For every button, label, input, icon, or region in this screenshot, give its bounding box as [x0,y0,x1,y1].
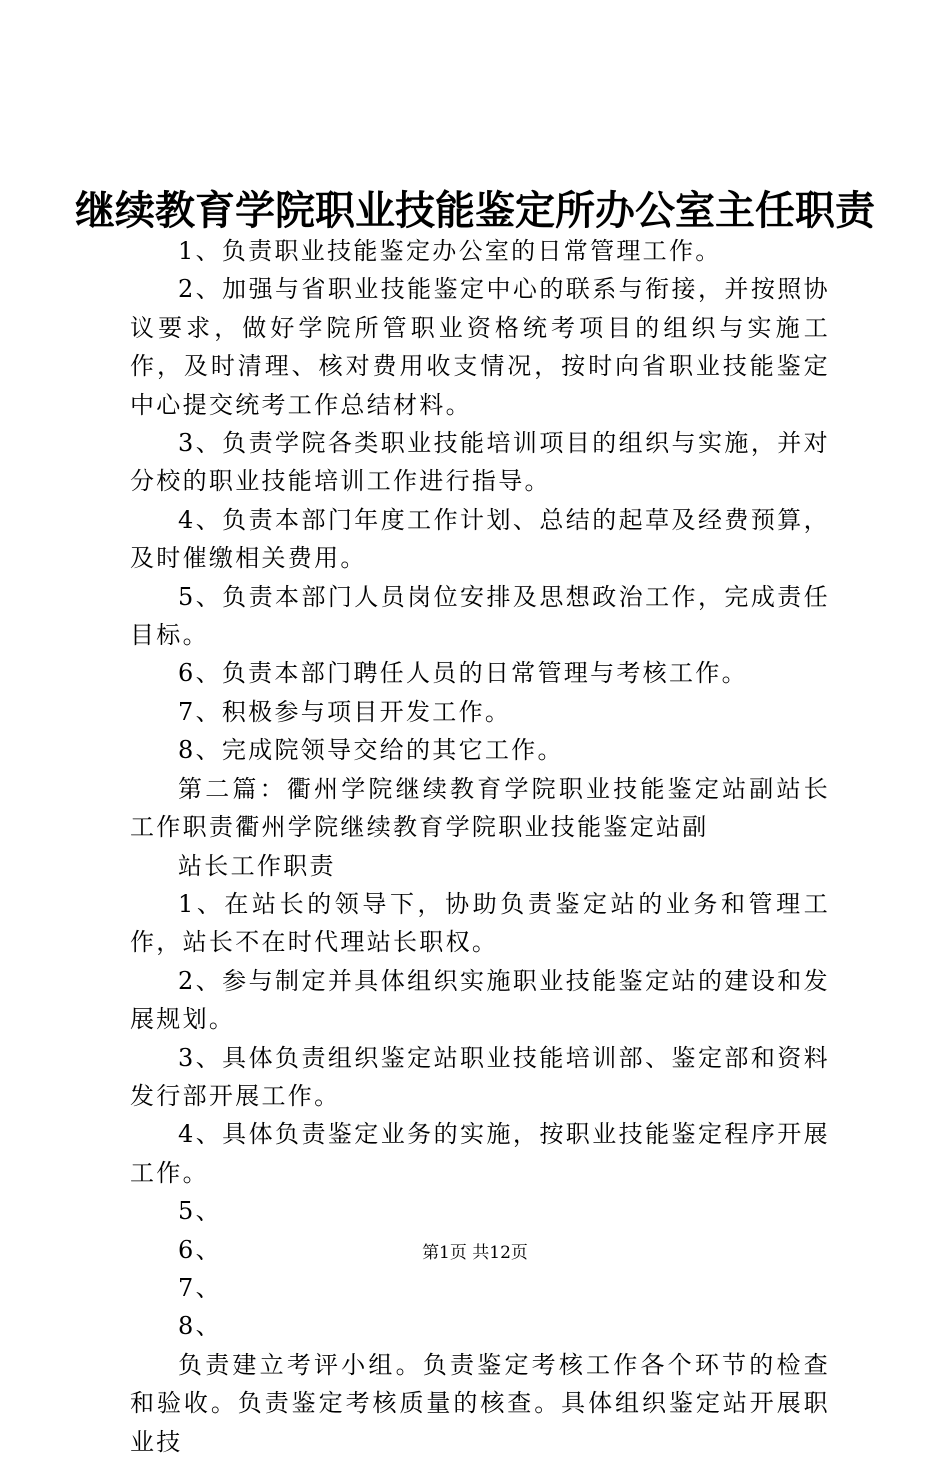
paragraph: 7、 [178,1273,222,1302]
paragraph: 5、 [178,1197,222,1226]
section-heading-continuation: 站长工作职责 [178,851,336,880]
section-heading: 第二篇：衢州学院继续教育学院职业技能鉴定站副站长工作职责衢州学院继续教育学院职业技能鉴定站副 [130,774,830,842]
paragraph: 5、负责本部门人员岗位安排及思想政治工作，完成责任目标。 [130,582,830,650]
paragraph: 1、在站长的领导下，协助负责鉴定站的业务和管理工作，站长不在时代理站长职权。 [130,889,830,957]
paragraph: 1、负责职业技能鉴定办公室的日常管理工作。 [178,237,722,265]
paragraph: 2、参与制定并具体组织实施职业技能鉴定站的建设和发展规划。 [130,966,830,1034]
paragraph: 7、积极参与项目开发工作。 [178,697,512,726]
document-title: 继续教育学院职业技能鉴定所办公室主任职责 [75,187,875,234]
paragraph: 3、负责学院各类职业技能培训项目的组织与实施，并对分校的职业技能培训工作进行指导。 [130,429,830,496]
paragraph: 6、 [178,1235,222,1264]
paragraph: 负责建立考评小组。负责鉴定考核工作各个环节的检查和验收。负责鉴定考核质量的核查。具体组织鉴定站开展职业技 [130,1350,830,1456]
document-body [130,232,830,1461]
paragraph: 2、加强与省职业技能鉴定中心的联系与衔接，并按照协议要求，做好学院所管职业资格统考项目的组织与实施工作，及时清理、核对费用收支情况，按时向省职业技能鉴定中心提交统考工作总结材料。 [130,275,830,419]
paragraph: 3、具体负责组织鉴定站职业技能培训部、鉴定部和资料发行部开展工作。 [130,1043,830,1110]
paragraph: 8、 [178,1312,222,1341]
paragraph: 4、负责本部门年度工作计划、总结的起草及经费预算，及时催缴相关费用。 [130,505,830,573]
paragraph: 6、负责本部门聘任人员的日常管理与考核工作。 [178,659,748,688]
paragraph: 4、具体负责鉴定业务的实施，按职业技能鉴定程序开展工作。 [130,1120,830,1187]
paragraph: 8、完成院领导交给的其它工作。 [178,736,564,765]
page-footer: 第1页 共12页 [422,1243,528,1263]
